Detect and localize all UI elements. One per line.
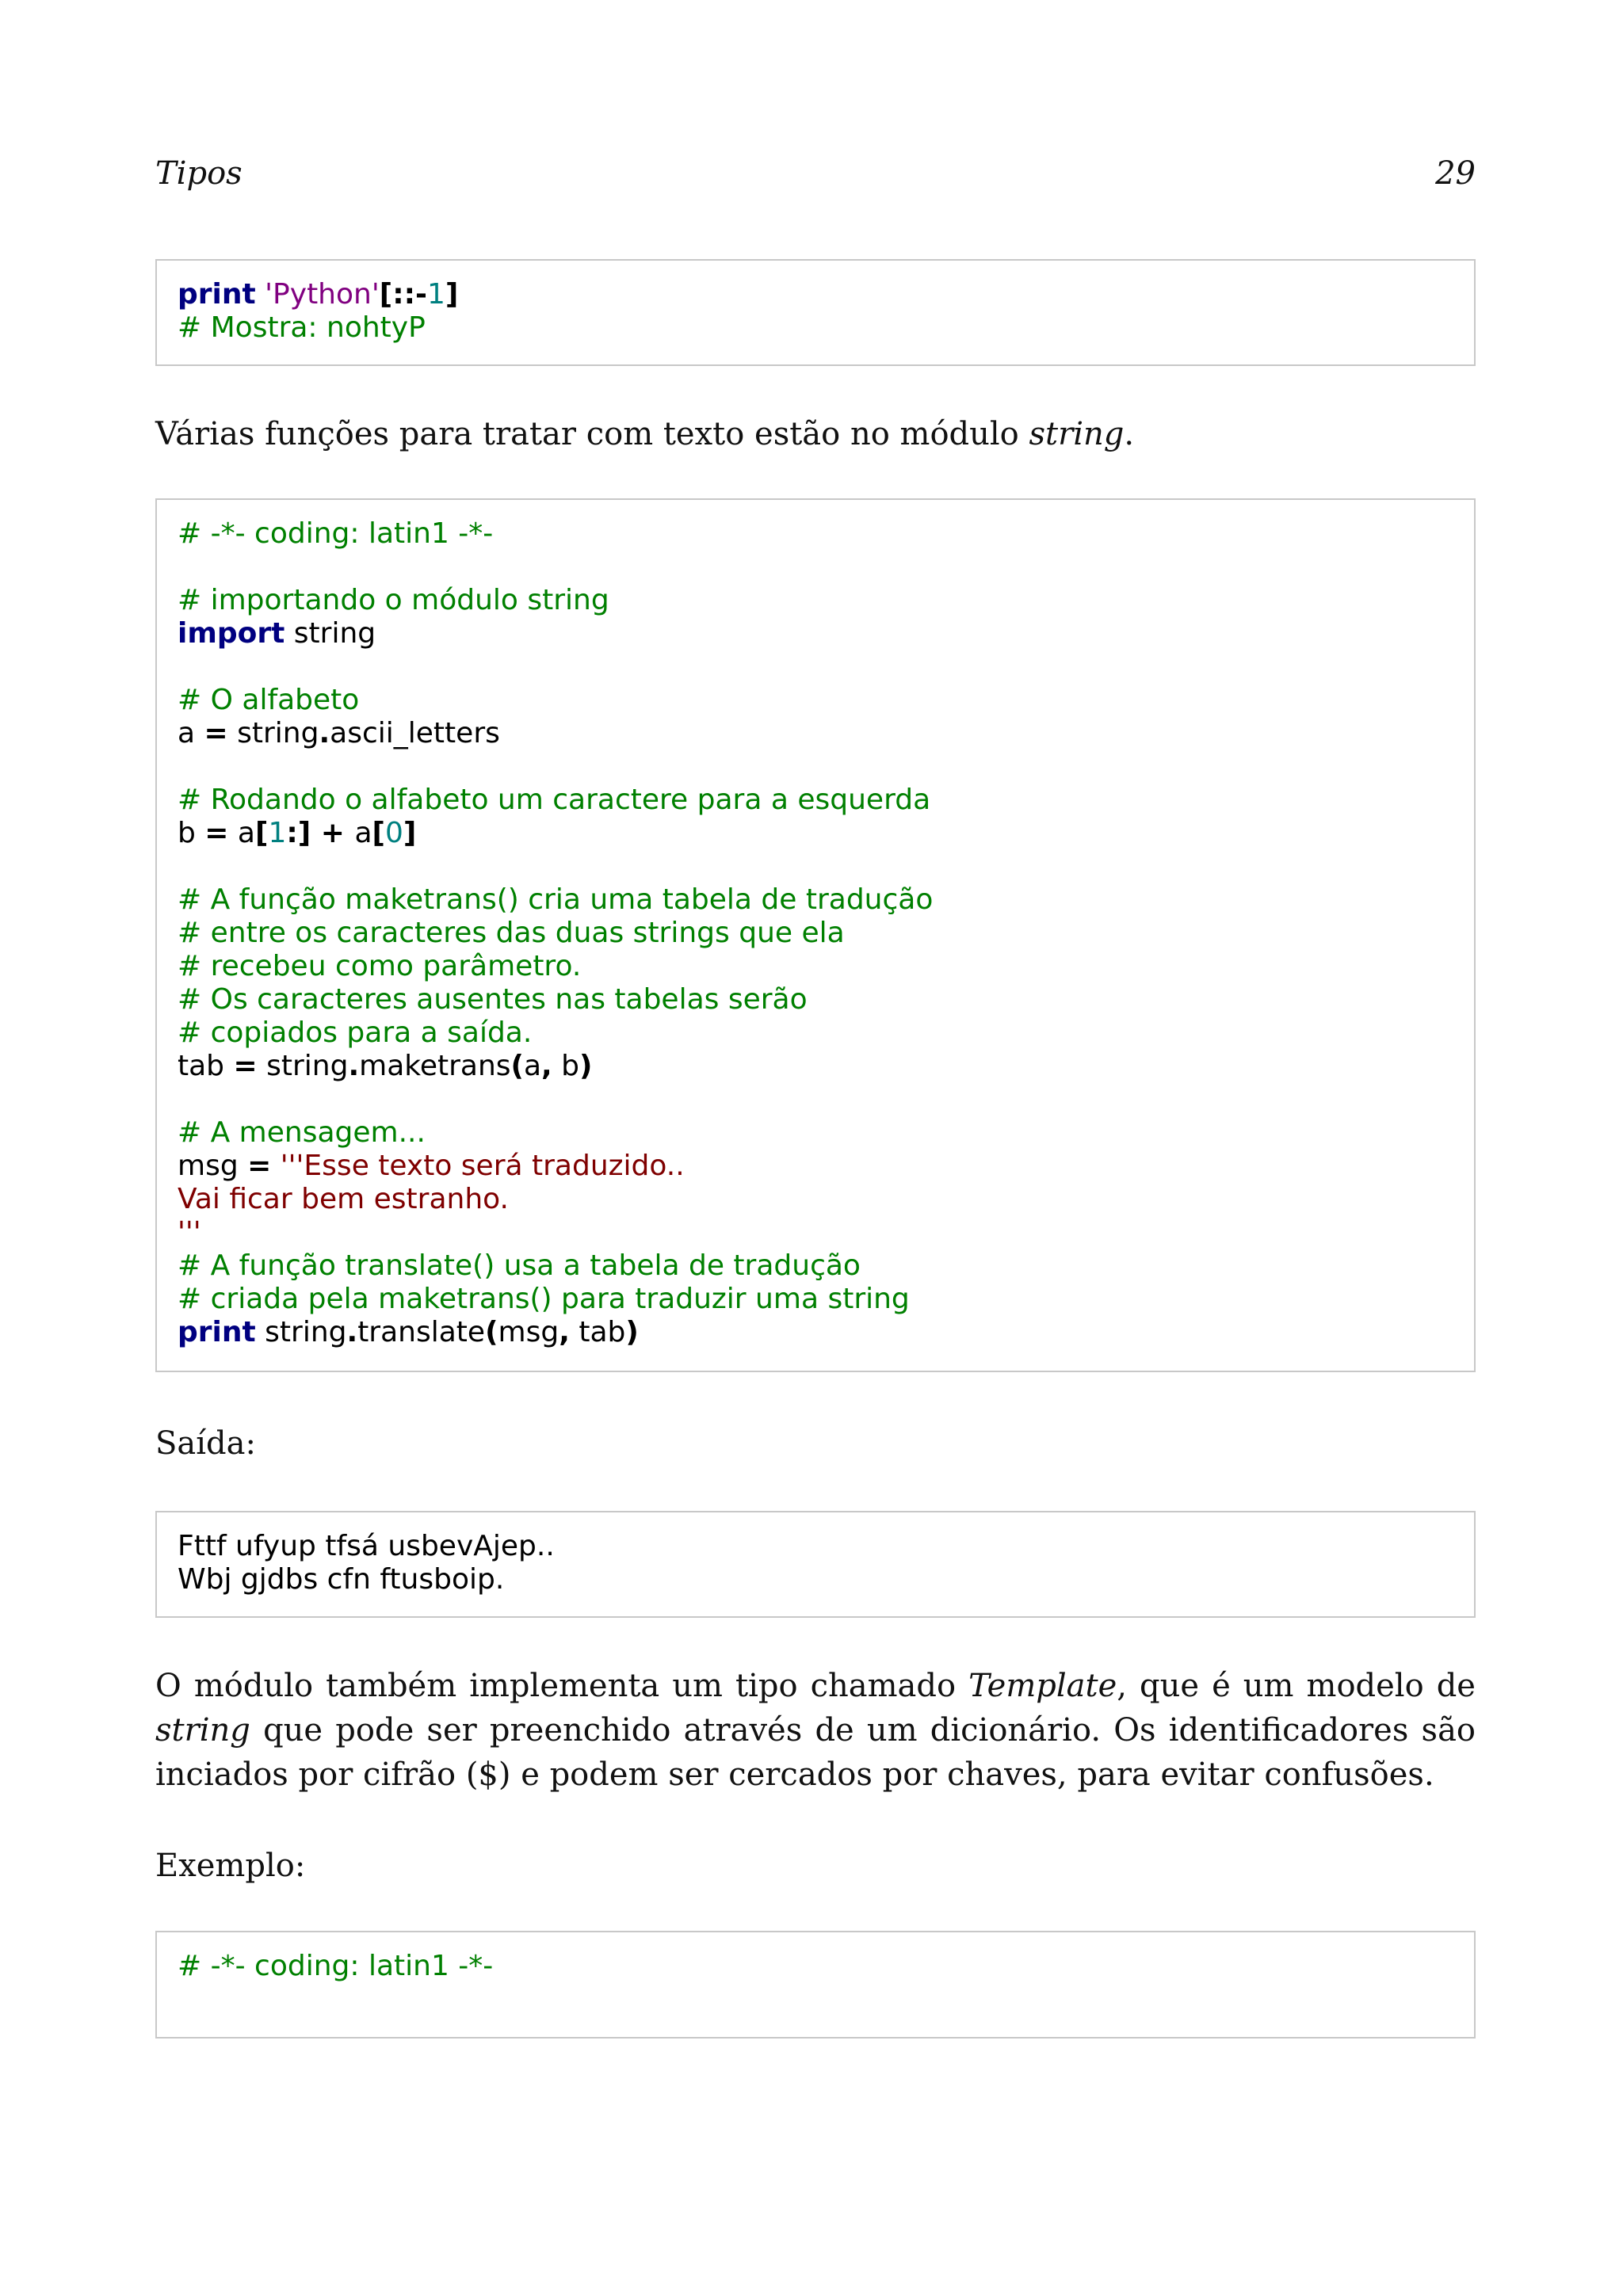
code-comment: # criada pela maketrans() para traduzir uma string (178, 1283, 910, 1315)
emphasis: Template (968, 1668, 1117, 1704)
identifier: string (227, 717, 319, 749)
operator: = (247, 1150, 272, 1182)
identifier: ascii_letters (330, 717, 500, 749)
identifier: a (354, 817, 372, 849)
label-saida: Saída: (155, 1425, 256, 1462)
operator: . (346, 1316, 358, 1348)
operator: = (233, 1050, 258, 1082)
operator: ] (403, 817, 417, 849)
string-literal: 'Python' (265, 278, 380, 311)
identifier: a (228, 817, 255, 849)
paragraph-template (155, 1664, 1476, 1797)
operator: ) (579, 1050, 593, 1082)
keyword: print (178, 278, 256, 311)
operator: ] (445, 278, 459, 311)
operator: = (204, 817, 229, 849)
code-block-template (155, 1931, 1476, 2039)
code-comment: # Mostra: nohtyP (178, 311, 426, 344)
code-comment: # copiados para a saída. (178, 1016, 533, 1049)
identifier: msg (498, 1316, 559, 1348)
code-comment: # Rodando o alfabeto um caractere para a esquerda (178, 784, 931, 816)
paragraph-text: Várias funções para tratar com texto estão no módulo (155, 416, 1029, 452)
code-block-maketrans (155, 498, 1476, 1372)
code-blank-line (178, 650, 1453, 684)
code-comment: # -*- coding: latin1 -*- (178, 517, 494, 550)
identifier: string (255, 1316, 347, 1348)
paragraph-text: O módulo também implementa um tipo chamado (155, 1668, 969, 1704)
operator: ) (625, 1316, 639, 1348)
identifier: maketrans (359, 1050, 511, 1082)
code-blank-line (178, 750, 1453, 784)
code-comment: # recebeu como parâmetro. (178, 950, 582, 982)
code-comment: # A função maketrans() cria uma tabela de tradução (178, 883, 934, 916)
number: 0 (384, 817, 403, 849)
number: 1 (268, 817, 287, 849)
operator: , (541, 1050, 552, 1082)
code-line (178, 1050, 1453, 1083)
operator: [ (372, 817, 385, 849)
code-blank-line (178, 551, 1453, 584)
identifier: msg (178, 1150, 248, 1182)
identifier: b (178, 817, 205, 849)
operator: [::- (379, 278, 427, 311)
page-number: 29 (1435, 155, 1476, 192)
code-comment: # -*- coding: latin1 -*- (178, 1950, 494, 1982)
identifier: a (178, 717, 204, 749)
identifier: string (285, 617, 376, 650)
code-blank-line (178, 850, 1453, 883)
operator: ( (485, 1316, 498, 1348)
operator: + (311, 817, 355, 849)
number: 1 (426, 278, 445, 311)
code-comment: # O alfabeto (178, 684, 360, 716)
operator: . (348, 1050, 360, 1082)
string-literal: ''' (178, 1216, 201, 1249)
label-exemplo: Exemplo: (155, 1848, 306, 1884)
emphasis: string (155, 1712, 250, 1749)
code-comment: # A função translate() usa a tabela de tradução (178, 1249, 861, 1282)
identifier: translate (357, 1316, 486, 1348)
code-line (178, 717, 1453, 750)
code-line (178, 617, 1453, 650)
identifier: a (523, 1050, 542, 1082)
operator: = (204, 717, 228, 749)
code-comment: # importando o módulo string (178, 584, 609, 616)
code-line (178, 1316, 1453, 1349)
identifier: tab (569, 1316, 626, 1348)
paragraph-string-module (155, 412, 1476, 456)
code-blank-line (178, 1083, 1453, 1116)
code-line (178, 278, 1453, 311)
operator: , (559, 1316, 570, 1348)
operator: . (319, 717, 330, 749)
emphasis: string (1029, 416, 1125, 452)
identifier: b (552, 1050, 580, 1082)
running-header-title: Tipos (155, 155, 242, 192)
operator: [ (254, 817, 269, 849)
code-comment: # A mensagem... (178, 1116, 426, 1149)
code-comment: # entre os caracteres das duas strings que ela (178, 917, 845, 949)
output-line: Fttf ufyup tfsá usbevAjep.. (178, 1530, 555, 1562)
identifier: tab (178, 1050, 234, 1082)
keyword: print (178, 1316, 256, 1348)
operator: ( (510, 1050, 524, 1082)
string-literal: Vai ficar bem estranho. (178, 1183, 509, 1215)
identifier: string (257, 1050, 349, 1082)
operator: :] (286, 817, 311, 849)
paragraph-text: , que é um modelo de (1117, 1668, 1476, 1704)
code-line (178, 1150, 1453, 1183)
code-comment: # Os caracteres ausentes nas tabelas serão (178, 983, 808, 1016)
string-literal: '''Esse texto será traduzido.. (271, 1150, 685, 1182)
paragraph-text: que pode ser preenchido através de um dicionário. Os identificadores são inciados por cifrão ($) e podem ser cercados por chaves, para evitar confusões. (155, 1712, 1476, 1793)
code-line (178, 817, 1453, 850)
keyword: import (178, 617, 285, 650)
paragraph-text: . (1124, 416, 1135, 452)
output-block (155, 1511, 1476, 1618)
code-block-slice (155, 259, 1476, 366)
output-line: Wbj gjdbs cfn ftusboip. (178, 1563, 505, 1596)
